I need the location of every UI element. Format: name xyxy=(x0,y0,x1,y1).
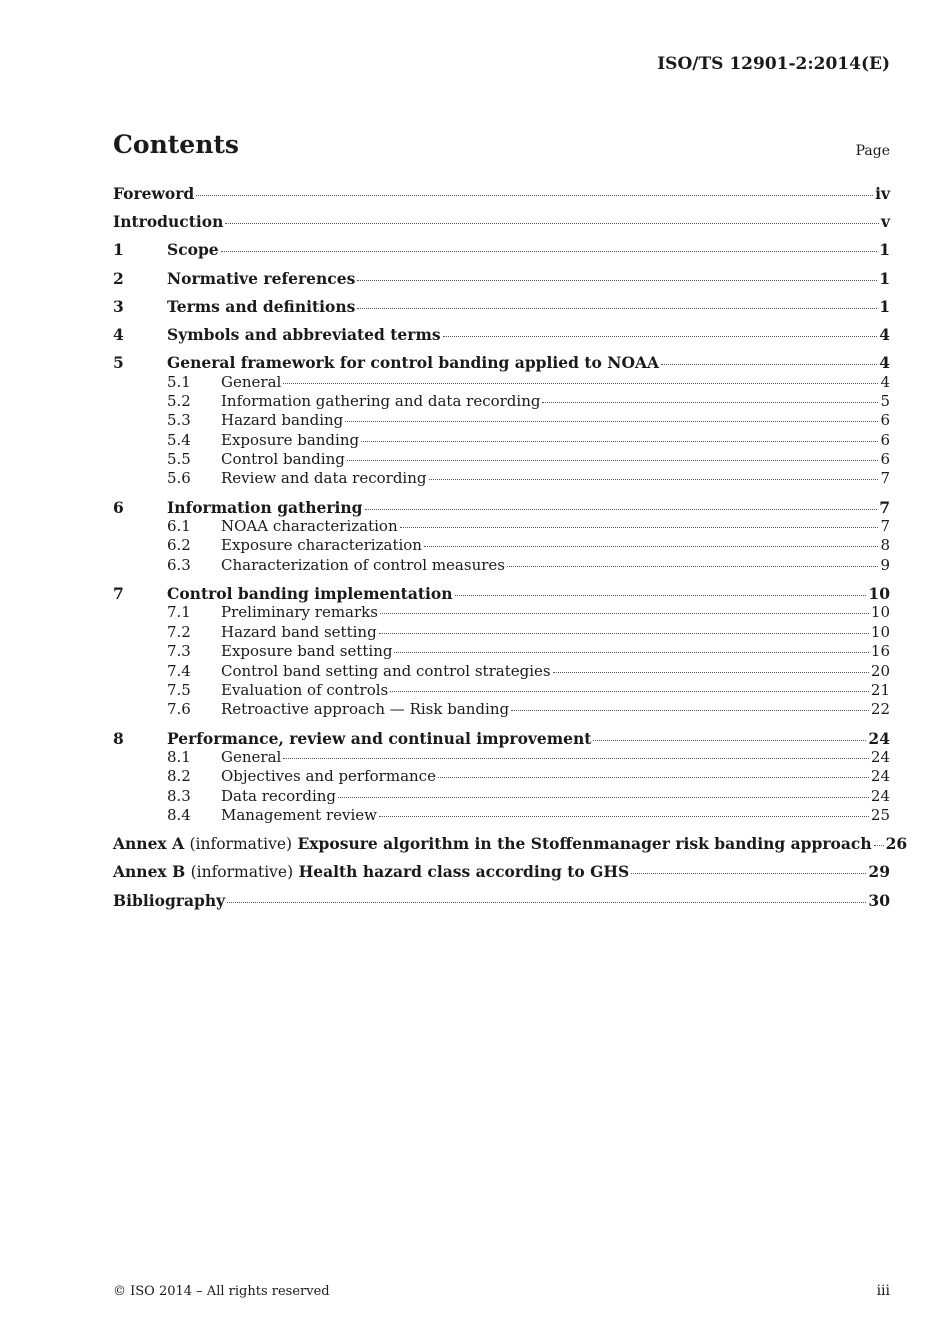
dot-leader xyxy=(379,633,869,634)
toc-entry-page: 21 xyxy=(870,680,890,699)
toc-entry-page: 25 xyxy=(870,806,890,825)
toc-entry-page: 10 xyxy=(868,584,890,604)
toc-entry-subclause-6.2[interactable] xyxy=(113,536,890,555)
dot-leader xyxy=(661,364,877,365)
toc-entry-number: 8 xyxy=(113,728,124,748)
toc-entry-subclause-5.5[interactable] xyxy=(113,450,890,469)
toc-entry-number: 6 xyxy=(113,497,124,517)
dot-leader xyxy=(438,777,869,778)
toc-entry-title xyxy=(113,834,872,854)
toc-entry-number: 5 xyxy=(113,353,124,373)
toc-entry-clause-6[interactable] xyxy=(113,498,890,517)
annex-kind: (informative) xyxy=(190,863,294,882)
dot-leader xyxy=(365,509,878,510)
toc-entry-number: 7.3 xyxy=(167,642,191,661)
toc-entry-title: Performance, review and continual improvement xyxy=(167,728,592,748)
dot-leader xyxy=(443,336,878,337)
toc-entry-page: 7 xyxy=(879,497,890,517)
dot-leader xyxy=(394,652,868,653)
toc-entry-number: 7.6 xyxy=(167,700,191,719)
toc-entry-number: 1 xyxy=(113,240,124,260)
toc-entry-number: 3 xyxy=(113,296,124,316)
page-column-label: Page xyxy=(855,143,890,159)
toc-entry-number: 5.3 xyxy=(167,411,191,430)
toc-entry-number: 8.2 xyxy=(167,767,191,786)
toc-entry-number: 7.4 xyxy=(167,661,191,680)
toc-entry-subclause-7.6[interactable] xyxy=(113,700,890,719)
dot-leader xyxy=(390,691,869,692)
page-number: iii xyxy=(876,1283,890,1299)
toc-entry-title: Terms and definitions xyxy=(167,296,356,316)
toc-entry-page: 4 xyxy=(879,324,890,344)
toc-entry-page: 20 xyxy=(870,661,890,680)
dot-leader xyxy=(553,672,869,673)
toc-entry-page: 30 xyxy=(868,890,890,910)
toc-entry-number: 5.5 xyxy=(167,450,191,469)
toc-entry-subclause-5.4[interactable] xyxy=(113,431,890,450)
dot-leader xyxy=(593,740,866,741)
dot-leader xyxy=(455,595,867,596)
dot-leader xyxy=(338,797,869,798)
toc-clauses xyxy=(113,240,890,825)
toc-entry-number: 8.4 xyxy=(167,806,191,825)
toc-entry-title xyxy=(113,862,629,882)
toc-entry-page: 22 xyxy=(870,700,890,719)
toc-entry-page: 24 xyxy=(870,747,890,766)
toc-entry-number: 7 xyxy=(113,584,124,604)
toc-entry-number: 6.1 xyxy=(167,517,191,536)
toc-entry-title: Normative references xyxy=(167,268,356,288)
toc-entry-page: v xyxy=(880,212,890,232)
toc-entry-clause-8[interactable] xyxy=(113,729,890,748)
toc-entry-bibliography[interactable] xyxy=(113,891,890,910)
toc-entry-page: 24 xyxy=(868,728,890,748)
document-id: ISO/TS 12901-2:2014(E) xyxy=(657,54,890,74)
toc-entry-page: 26 xyxy=(885,834,908,854)
toc-entry-title: General xyxy=(221,372,282,391)
dot-leader xyxy=(511,710,869,711)
toc-entry-clause-4[interactable] xyxy=(113,325,890,344)
toc-entry-page: iv xyxy=(875,184,890,203)
toc-entry-page: 6 xyxy=(880,411,890,430)
dot-leader xyxy=(380,613,869,614)
toc-entry-annex-b[interactable] xyxy=(113,862,890,881)
toc-entry-subclause-6.3[interactable] xyxy=(113,556,890,575)
toc-entry-page: 16 xyxy=(870,642,890,661)
toc-entry-subclause-7.4[interactable] xyxy=(113,662,890,681)
toc-entry-title: Objectives and performance xyxy=(221,767,436,786)
toc-entry-subclause-8.2[interactable] xyxy=(113,767,890,786)
toc-entry-title: Management review xyxy=(221,806,377,825)
toc-entry-introduction[interactable] xyxy=(113,212,890,231)
toc-entry-page: 1 xyxy=(879,268,890,288)
toc-entry-number: 5.6 xyxy=(167,469,191,488)
dot-leader xyxy=(379,816,869,817)
dot-leader xyxy=(507,566,878,567)
toc-entry-clause-3[interactable] xyxy=(113,297,890,316)
toc-entry-number: 8.1 xyxy=(167,747,191,766)
annex-kind: (informative) xyxy=(189,835,293,854)
dot-leader xyxy=(347,460,879,461)
toc-entry-subclause-5.6[interactable] xyxy=(113,469,890,488)
dot-leader xyxy=(196,195,873,196)
contents-heading: Contents xyxy=(113,130,240,159)
toc-entry-subclause-5.2[interactable] xyxy=(113,392,890,411)
toc-entry-title: Control banding xyxy=(221,450,345,469)
toc-entry-foreword[interactable] xyxy=(113,184,890,203)
toc-annexes xyxy=(113,834,908,882)
toc-entry-title: Hazard band setting xyxy=(221,622,377,641)
toc-entry-subclause-7.1[interactable] xyxy=(113,603,890,622)
toc-entry-title: Information gathering and data recording xyxy=(221,391,541,410)
toc-entry-annex-a[interactable] xyxy=(113,834,908,854)
toc-entry-subclause-8.3[interactable] xyxy=(113,787,890,806)
toc-entry-page: 24 xyxy=(870,786,890,805)
toc-entry-page: 24 xyxy=(870,767,890,786)
toc-entry-page: 5 xyxy=(880,391,890,410)
toc-entry-subclause-7.2[interactable] xyxy=(113,623,890,642)
dot-leader xyxy=(361,441,878,442)
dot-leader xyxy=(874,845,884,846)
toc-entry-title: Preliminary remarks xyxy=(221,603,378,622)
dot-leader xyxy=(221,251,878,252)
toc-entry-number: 7.1 xyxy=(167,603,191,622)
toc-entry-page: 7 xyxy=(880,469,890,488)
toc-entry-page: 4 xyxy=(880,372,890,391)
table-of-contents xyxy=(113,184,908,910)
toc-entry-number: 6.3 xyxy=(167,555,191,574)
toc-entry-subclause-8.1[interactable] xyxy=(113,748,890,767)
dot-leader xyxy=(542,402,878,403)
toc-entry-subclause-7.3[interactable] xyxy=(113,642,890,661)
toc-entry-title: Introduction xyxy=(113,212,224,232)
copyright-notice: © ISO 2014 – All rights reserved xyxy=(113,1284,330,1299)
dot-leader xyxy=(345,421,878,422)
toc-entry-title: Bibliography xyxy=(113,890,226,910)
toc-entry-number: 4 xyxy=(113,324,124,344)
toc-entry-subclause-7.5[interactable] xyxy=(113,681,890,700)
toc-entry-title: General xyxy=(221,747,282,766)
dot-leader xyxy=(283,383,878,384)
toc-entry-page: 9 xyxy=(880,555,890,574)
toc-entry-clause-1[interactable] xyxy=(113,240,890,259)
toc-entry-subclause-5.3[interactable] xyxy=(113,411,890,430)
toc-entry-page: 7 xyxy=(880,517,890,536)
dot-leader xyxy=(424,546,878,547)
toc-entry-title: Review and data recording xyxy=(221,469,427,488)
toc-entry-page: 4 xyxy=(879,353,890,373)
toc-entry-page: 10 xyxy=(870,622,890,641)
toc-entry-title: Control banding implementation xyxy=(167,584,453,604)
toc-entry-page: 6 xyxy=(880,430,890,449)
toc-entry-title: NOAA characterization xyxy=(221,517,398,536)
toc-entry-number: 6.2 xyxy=(167,536,191,555)
annex-title: Health hazard class according to GHS xyxy=(298,862,630,882)
toc-entry-title: Data recording xyxy=(221,786,337,805)
dot-leader xyxy=(631,873,866,874)
dot-leader xyxy=(357,280,877,281)
dot-leader xyxy=(400,527,879,528)
toc-entry-title: Characterization of control measures xyxy=(221,555,505,574)
dot-leader xyxy=(225,223,879,224)
dot-leader xyxy=(357,308,877,309)
toc-entry-number: 7.5 xyxy=(167,680,191,699)
toc-entry-page: 6 xyxy=(880,450,890,469)
toc-entry-title: Symbols and abbreviated terms xyxy=(167,324,441,344)
toc-entry-number: 5.1 xyxy=(167,372,191,391)
toc-entry-subclause-5.1[interactable] xyxy=(113,373,890,392)
dot-leader xyxy=(429,479,879,480)
toc-entry-title: General framework for control banding applied to NOAA xyxy=(167,353,659,373)
toc-entry-subclause-8.4[interactable] xyxy=(113,806,890,825)
toc-entry-title: Scope xyxy=(167,240,219,260)
dot-leader xyxy=(283,758,869,759)
toc-entry-title: Retroactive approach — Risk banding xyxy=(221,700,510,719)
annex-label: Annex A xyxy=(113,834,185,854)
toc-entry-number: 8.3 xyxy=(167,786,191,805)
toc-entry-subclause-6.1[interactable] xyxy=(113,517,890,536)
toc-entry-number: 2 xyxy=(113,268,124,288)
toc-entry-title: Exposure band setting xyxy=(221,642,393,661)
toc-entry-clause-7[interactable] xyxy=(113,584,890,603)
annex-label: Annex B xyxy=(113,862,186,882)
toc-entry-title: Exposure characterization xyxy=(221,536,422,555)
toc-entry-title: Information gathering xyxy=(167,497,363,517)
toc-entry-page: 10 xyxy=(870,603,890,622)
toc-entry-number: 5.4 xyxy=(167,430,191,449)
dot-leader xyxy=(227,902,866,903)
annex-title: Exposure algorithm in the Stoffenmanager risk banding approach xyxy=(297,834,872,854)
toc-entry-page: 8 xyxy=(880,536,890,555)
toc-entry-page: 29 xyxy=(868,862,890,882)
toc-entry-clause-5[interactable] xyxy=(113,353,890,372)
toc-entry-page: 1 xyxy=(879,296,890,316)
toc-entry-title: Foreword xyxy=(113,184,195,203)
toc-entry-clause-2[interactable] xyxy=(113,269,890,288)
toc-entry-title: Control band setting and control strategies xyxy=(221,661,551,680)
toc-entry-number: 7.2 xyxy=(167,622,191,641)
toc-entry-title: Hazard banding xyxy=(221,411,344,430)
toc-entry-title: Evaluation of controls xyxy=(221,680,389,699)
toc-entry-page: 1 xyxy=(879,240,890,260)
toc-entry-number: 5.2 xyxy=(167,391,191,410)
toc-entry-title: Exposure banding xyxy=(221,430,360,449)
